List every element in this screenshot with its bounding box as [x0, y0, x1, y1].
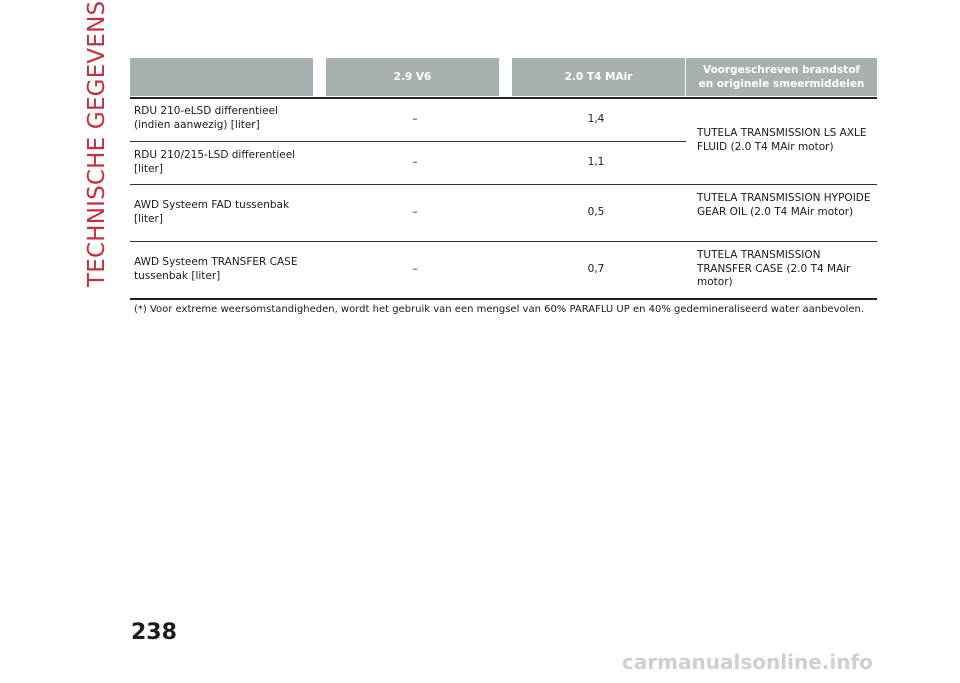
table-row-lubricant: TUTELA TRANSMISSION LS AXLE FLUID (2.0 T4 MAir motor)	[697, 127, 867, 153]
table-row-t4-value: 0,7	[587, 263, 605, 275]
table-row-v6-value: –	[412, 206, 418, 218]
table-row-item: RDU 210-eLSD differentieel (indien aanwezig) [liter]	[134, 105, 278, 131]
table-header-t4: 2.0 T4 MAir	[512, 58, 685, 96]
table-header-blank	[130, 58, 313, 96]
table-rule	[130, 141, 686, 142]
table-row-item: RDU 210/215-LSD differentieel [liter]	[134, 149, 296, 175]
table-row-t4-value: 0,5	[587, 206, 605, 218]
table-rule	[130, 184, 877, 185]
table-row-v6-value: –	[412, 156, 418, 168]
table-row-lubricant: TUTELA TRANSMISSION HYPOIDE GEAR OIL (2.0 T4 MAir motor)	[697, 192, 871, 218]
watermark: carmanualsonline.info	[622, 650, 873, 674]
footnote: (*) Voor extreme weersomstandigheden, wordt het gebruik van een mengsel van 60% PARAFLU UP en 40% gedemineraliseerd water aanbevolen.	[134, 304, 865, 315]
table-rule	[130, 97, 877, 99]
table-row-item: AWD Systeem FAD tussenbak [liter]	[134, 199, 290, 225]
table-rule	[130, 241, 877, 242]
table-rule	[130, 298, 877, 300]
table-row-item: AWD Systeem TRANSFER CASE tussenbak [liter]	[134, 256, 298, 282]
section-title: TECHNISCHE GEGEVENS	[84, 0, 110, 287]
table-header-lubricant: Voorgeschreven brandstof en originele smeermiddelen	[686, 58, 877, 96]
table-header-v6: 2.9 V6	[326, 58, 499, 96]
page-number: 238	[131, 620, 177, 645]
table-row-t4-value: 1,1	[587, 156, 605, 168]
table-row-v6-value: –	[412, 263, 418, 275]
table-row-t4-value: 1,4	[587, 113, 605, 125]
table-row-lubricant: TUTELA TRANSMISSION TRANSFER CASE (2.0 T4 MAir motor)	[697, 249, 851, 288]
table-row-v6-value: –	[412, 113, 418, 125]
